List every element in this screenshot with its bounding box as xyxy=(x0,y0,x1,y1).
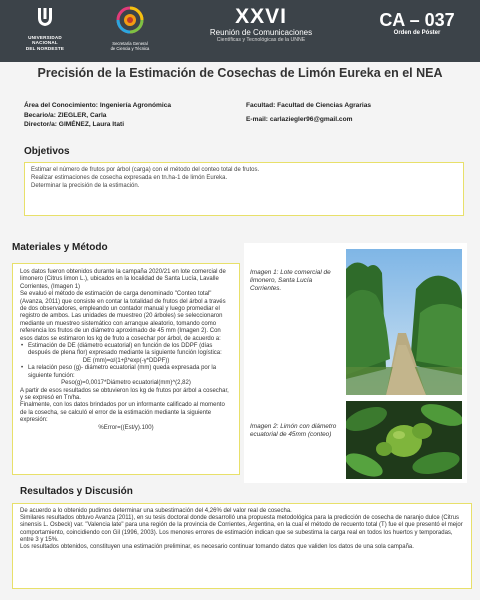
event-block xyxy=(186,6,336,44)
mm-formula-1: DE (mm)=α/(1+β*exp(-γ*DDPF)) xyxy=(82,357,170,364)
image-2-caption: Imagen 2: Limón con diámetro ecuatorial de 45mm (conteo) xyxy=(250,423,337,438)
images-panel xyxy=(244,243,467,483)
mm-paragraph-4: Finalmente, con los datos brindados por un informante calificado al momento de la cosecha, se calculó el error de la estimación mediante la siguiente expresión: xyxy=(20,402,225,424)
orchard-image xyxy=(346,249,462,395)
mm-formula-3: %Error=((Est/y).100) xyxy=(98,424,154,431)
event-number: XXVI xyxy=(235,5,287,28)
secretaria-line-1: Secretaría General xyxy=(112,41,148,46)
poster-header xyxy=(0,0,480,62)
image-1-caption: Imagen 1: Lote comercial de limonero, Santa Lucía Corrientes. xyxy=(250,269,331,292)
faculty: Facultad: Facultad de Ciencias Agrarias xyxy=(246,102,372,109)
res-paragraph-2: Similares resultados obtuvo Avanza (2011), en su tesis doctoral donde desarrolló una propuesta metodológica para la predicción de cosecha de naranjo dulce (Citrus sinensis L. Osbeck) var. "Valencia late" para una región de la provincia de Corrientes, Argentina, en la cual el método de recuento total (T) fue el que presentó el mejor comportamiento, coincidiendo con Gil (1996, 2003). Los menores errores de estimación indican que se subestima la carga real en todos los huertos y temporadas, entre 3 y 15%. xyxy=(20,515,463,543)
unne-logo xyxy=(18,6,72,51)
materiales-heading: Materiales y Método xyxy=(12,242,108,253)
unne-name-line-3: DEL NORDESTE xyxy=(25,45,65,51)
objetivos-heading: Objetivos xyxy=(24,146,70,157)
poster-order-label: Orden de Póster xyxy=(393,30,441,36)
mm-paragraph-2: Se evaluó el método de estimación de carga denominado "Conteo total" (Avanza, 2011) que consiste en contar la totalidad de frutos del árbol a través de dos observadores, empleando un contador manual y luego promediar el registro de ambos. Las unidades de muestreo (20 árboles) se seleccionaron mediante un muestreo sistemático con arranque aleatorio, tomando como referencia los frutos de un diámetro aproximado de 45 mm (Imagen 2). Con esos datos se estimaron los kg de fruto a cosechar por árbol, de acuerdo a: xyxy=(20,291,226,342)
unne-name-line-1: UNIVERSIDAD xyxy=(28,35,62,40)
objetivo-item: Determinar la precisión de la estimación. xyxy=(31,182,140,189)
mm-bullet-2: • La relación peso (g)- diámetro ecuatorial (mm) queda expresada por la siguiente función: xyxy=(20,365,232,380)
resultados-heading: Resultados y Discusión xyxy=(20,486,133,497)
objetivo-item: Estimar el número de frutos por árbol (carga) con el método del conteo total de frutos. xyxy=(31,167,260,173)
materiales-box xyxy=(12,263,240,475)
mm-paragraph-3: A partir de esos resultados se obtuvieron los kg de frutos por árbol a cosechar, y se expresó en Tn/ha. xyxy=(20,387,229,401)
res-paragraph-1: De acuerdo a lo obtenido pudimos determinar una subestimación del 4,26% del valor real de cosecha. xyxy=(20,508,292,514)
orchard-photo xyxy=(346,249,462,395)
mm-paragraph-1: Los datos fueron obtenidos durante la campaña 2020/21 en lote comercial de limonero (Citrus limon L.), ubicados en la localidad de Santa Lucía, Lavalle Corrientes, (Imagen 1) xyxy=(20,269,226,290)
becario: Becario/a: ZIEGLER, Carla xyxy=(24,111,107,119)
knowledge-area: Área del Conocimiento: Ingeniería Agronómica xyxy=(24,102,172,109)
mm-formula-2: Peso(g)=0,0017*Diámetro ecuatorial(mm)^(2,82) xyxy=(61,380,191,387)
objetivo-item: Realizar estimaciones de cosecha expresada en tn.ha-1 de limón Eureka. xyxy=(31,174,228,181)
event-subtitle: Científicas y Tecnológicas de la UNNE xyxy=(216,37,306,43)
unne-name-line-2: NACIONAL xyxy=(32,40,58,46)
lemon-image xyxy=(346,401,462,479)
author-info xyxy=(24,101,171,130)
lemon-photo xyxy=(346,401,462,479)
resultados-box xyxy=(12,503,472,589)
res-paragraph-3: Los resultados obtenidos, constituyen una estimación preliminar, es necesario continuar tomando datos que validen los datos de una sola campaña. xyxy=(20,544,414,551)
poster-code: CA – 037 xyxy=(379,10,455,30)
mm-bullet-1: • Estimación de DE (diámetro ecuatorial) en función de los DDPF (días después de plena flor) expresado mediante la siguiente función logística: xyxy=(20,343,232,358)
email: E-mail: carlaziegler96@gmail.com xyxy=(246,115,353,123)
secretaria-logo xyxy=(104,6,156,51)
event-name: Reunión de Comunicaciones xyxy=(209,28,313,37)
secretaria-line-2: de Ciencia y Técnica xyxy=(110,46,150,51)
objetivos-box xyxy=(24,162,464,216)
faculty-info xyxy=(246,101,371,124)
poster-title: Precisión de la Estimación de Cosechas de Limón Eureka en el NEA xyxy=(37,66,443,80)
director: Director/a: GIMÉNEZ, Laura Itati xyxy=(24,121,125,128)
secretaria-emblem-icon xyxy=(116,6,144,34)
poster-code-block xyxy=(366,10,468,36)
unne-emblem-icon xyxy=(34,6,56,28)
